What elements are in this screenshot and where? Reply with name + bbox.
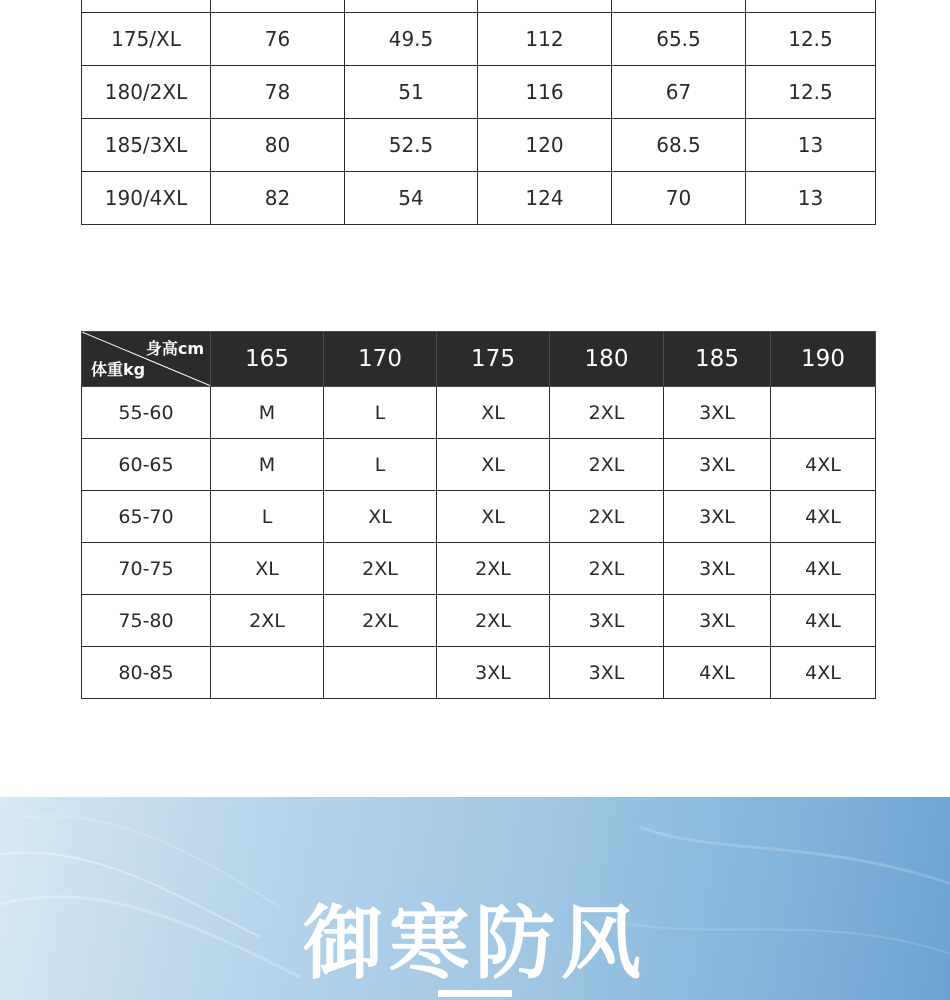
measurement-cell: 78 [211, 66, 345, 119]
measurement-cell: 112 [478, 13, 612, 66]
recommended-size-cell: L [324, 387, 437, 439]
recommended-size-cell: 4XL [771, 543, 876, 595]
measurement-cell: 116 [478, 66, 612, 119]
size-label-cell [82, 0, 211, 13]
measurement-cell [478, 0, 612, 13]
measurement-cell: 54 [345, 172, 478, 225]
banner-title: 御寒防风 [303, 897, 647, 990]
recommended-size-cell: 4XL [664, 647, 771, 699]
recommended-size-cell: 4XL [771, 595, 876, 647]
height-header: 170 [324, 332, 437, 387]
size-chart-row [82, 491, 876, 543]
measurement-cell [211, 0, 345, 13]
recommended-size-cell: 2XL [550, 491, 664, 543]
size-chart-table [81, 331, 876, 699]
measurement-row [82, 119, 876, 172]
size-label-cell: 175/XL [82, 13, 211, 66]
recommended-size-cell: XL [211, 543, 324, 595]
measurement-cell: 82 [211, 172, 345, 225]
size-label-cell: 185/3XL [82, 119, 211, 172]
recommended-size-cell: XL [437, 387, 550, 439]
size-chart-row [82, 595, 876, 647]
size-chart-header-row [82, 332, 876, 387]
recommended-size-cell [211, 647, 324, 699]
measurement-row [82, 0, 876, 13]
weight-range-cell: 70-75 [82, 543, 211, 595]
measurement-row [82, 13, 876, 66]
recommended-size-cell: 2XL [550, 543, 664, 595]
measurement-cell: 12.5 [746, 13, 876, 66]
measurement-cell: 65.5 [612, 13, 746, 66]
recommended-size-cell: L [211, 491, 324, 543]
recommended-size-cell: 3XL [664, 491, 771, 543]
size-label-cell: 180/2XL [82, 66, 211, 119]
recommended-size-cell: XL [324, 491, 437, 543]
measurement-cell: 13 [746, 119, 876, 172]
measurement-cell: 12.5 [746, 66, 876, 119]
recommended-size-cell: 3XL [664, 387, 771, 439]
weight-range-cell: 75-80 [82, 595, 211, 647]
recommended-size-cell: 3XL [550, 595, 664, 647]
size-label-cell: 190/4XL [82, 172, 211, 225]
weight-range-cell: 60-65 [82, 439, 211, 491]
height-header: 190 [771, 332, 876, 387]
recommended-size-cell: M [211, 439, 324, 491]
measurement-row [82, 66, 876, 119]
recommended-size-cell: 3XL [550, 647, 664, 699]
corner-weight-label: 体重kg [91, 360, 146, 379]
weight-range-cell: 65-70 [82, 491, 211, 543]
recommended-size-cell: 3XL [664, 543, 771, 595]
recommended-size-cell: 2XL [324, 595, 437, 647]
recommended-size-cell [324, 647, 437, 699]
measurement-cell: 49.5 [345, 13, 478, 66]
size-chart-row [82, 387, 876, 439]
recommended-size-cell: XL [437, 491, 550, 543]
recommended-size-cell: 2XL [550, 387, 664, 439]
measurement-cell: 124 [478, 172, 612, 225]
recommended-size-cell: 3XL [437, 647, 550, 699]
weight-range-cell: 55-60 [82, 387, 211, 439]
recommended-size-cell: 2XL [550, 439, 664, 491]
measurement-cell [345, 0, 478, 13]
measurement-cell: 68.5 [612, 119, 746, 172]
height-header: 175 [437, 332, 550, 387]
recommended-size-cell: 2XL [437, 595, 550, 647]
recommended-size-cell: 3XL [664, 595, 771, 647]
recommended-size-cell: XL [437, 439, 550, 491]
measurement-table [81, 0, 876, 225]
recommended-size-cell: 2XL [324, 543, 437, 595]
size-chart-row [82, 647, 876, 699]
size-chart-row [82, 439, 876, 491]
recommended-size-cell: 4XL [771, 491, 876, 543]
measurement-cell: 52.5 [345, 119, 478, 172]
measurement-cell: 67 [612, 66, 746, 119]
measurement-cell: 76 [211, 13, 345, 66]
measurement-row [82, 172, 876, 225]
promo-banner [0, 797, 950, 1000]
measurement-cell: 51 [345, 66, 478, 119]
recommended-size-cell: M [211, 387, 324, 439]
measurement-cell [612, 0, 746, 13]
height-header: 165 [211, 332, 324, 387]
recommended-size-cell: 2XL [437, 543, 550, 595]
measurement-cell: 70 [612, 172, 746, 225]
measurement-cell [746, 0, 876, 13]
height-header: 180 [550, 332, 664, 387]
measurement-cell: 80 [211, 119, 345, 172]
recommended-size-cell: 4XL [771, 647, 876, 699]
weight-range-cell: 80-85 [82, 647, 211, 699]
recommended-size-cell: 4XL [771, 439, 876, 491]
recommended-size-cell: 3XL [664, 439, 771, 491]
measurement-cell: 120 [478, 119, 612, 172]
size-chart-corner-cell [82, 332, 211, 387]
size-chart-row [82, 543, 876, 595]
height-header: 185 [664, 332, 771, 387]
measurement-cell: 13 [746, 172, 876, 225]
recommended-size-cell: 2XL [211, 595, 324, 647]
recommended-size-cell: L [324, 439, 437, 491]
corner-height-label: 身高cm [145, 339, 204, 358]
recommended-size-cell [771, 387, 876, 439]
banner-subtitle-fragment [438, 990, 512, 997]
